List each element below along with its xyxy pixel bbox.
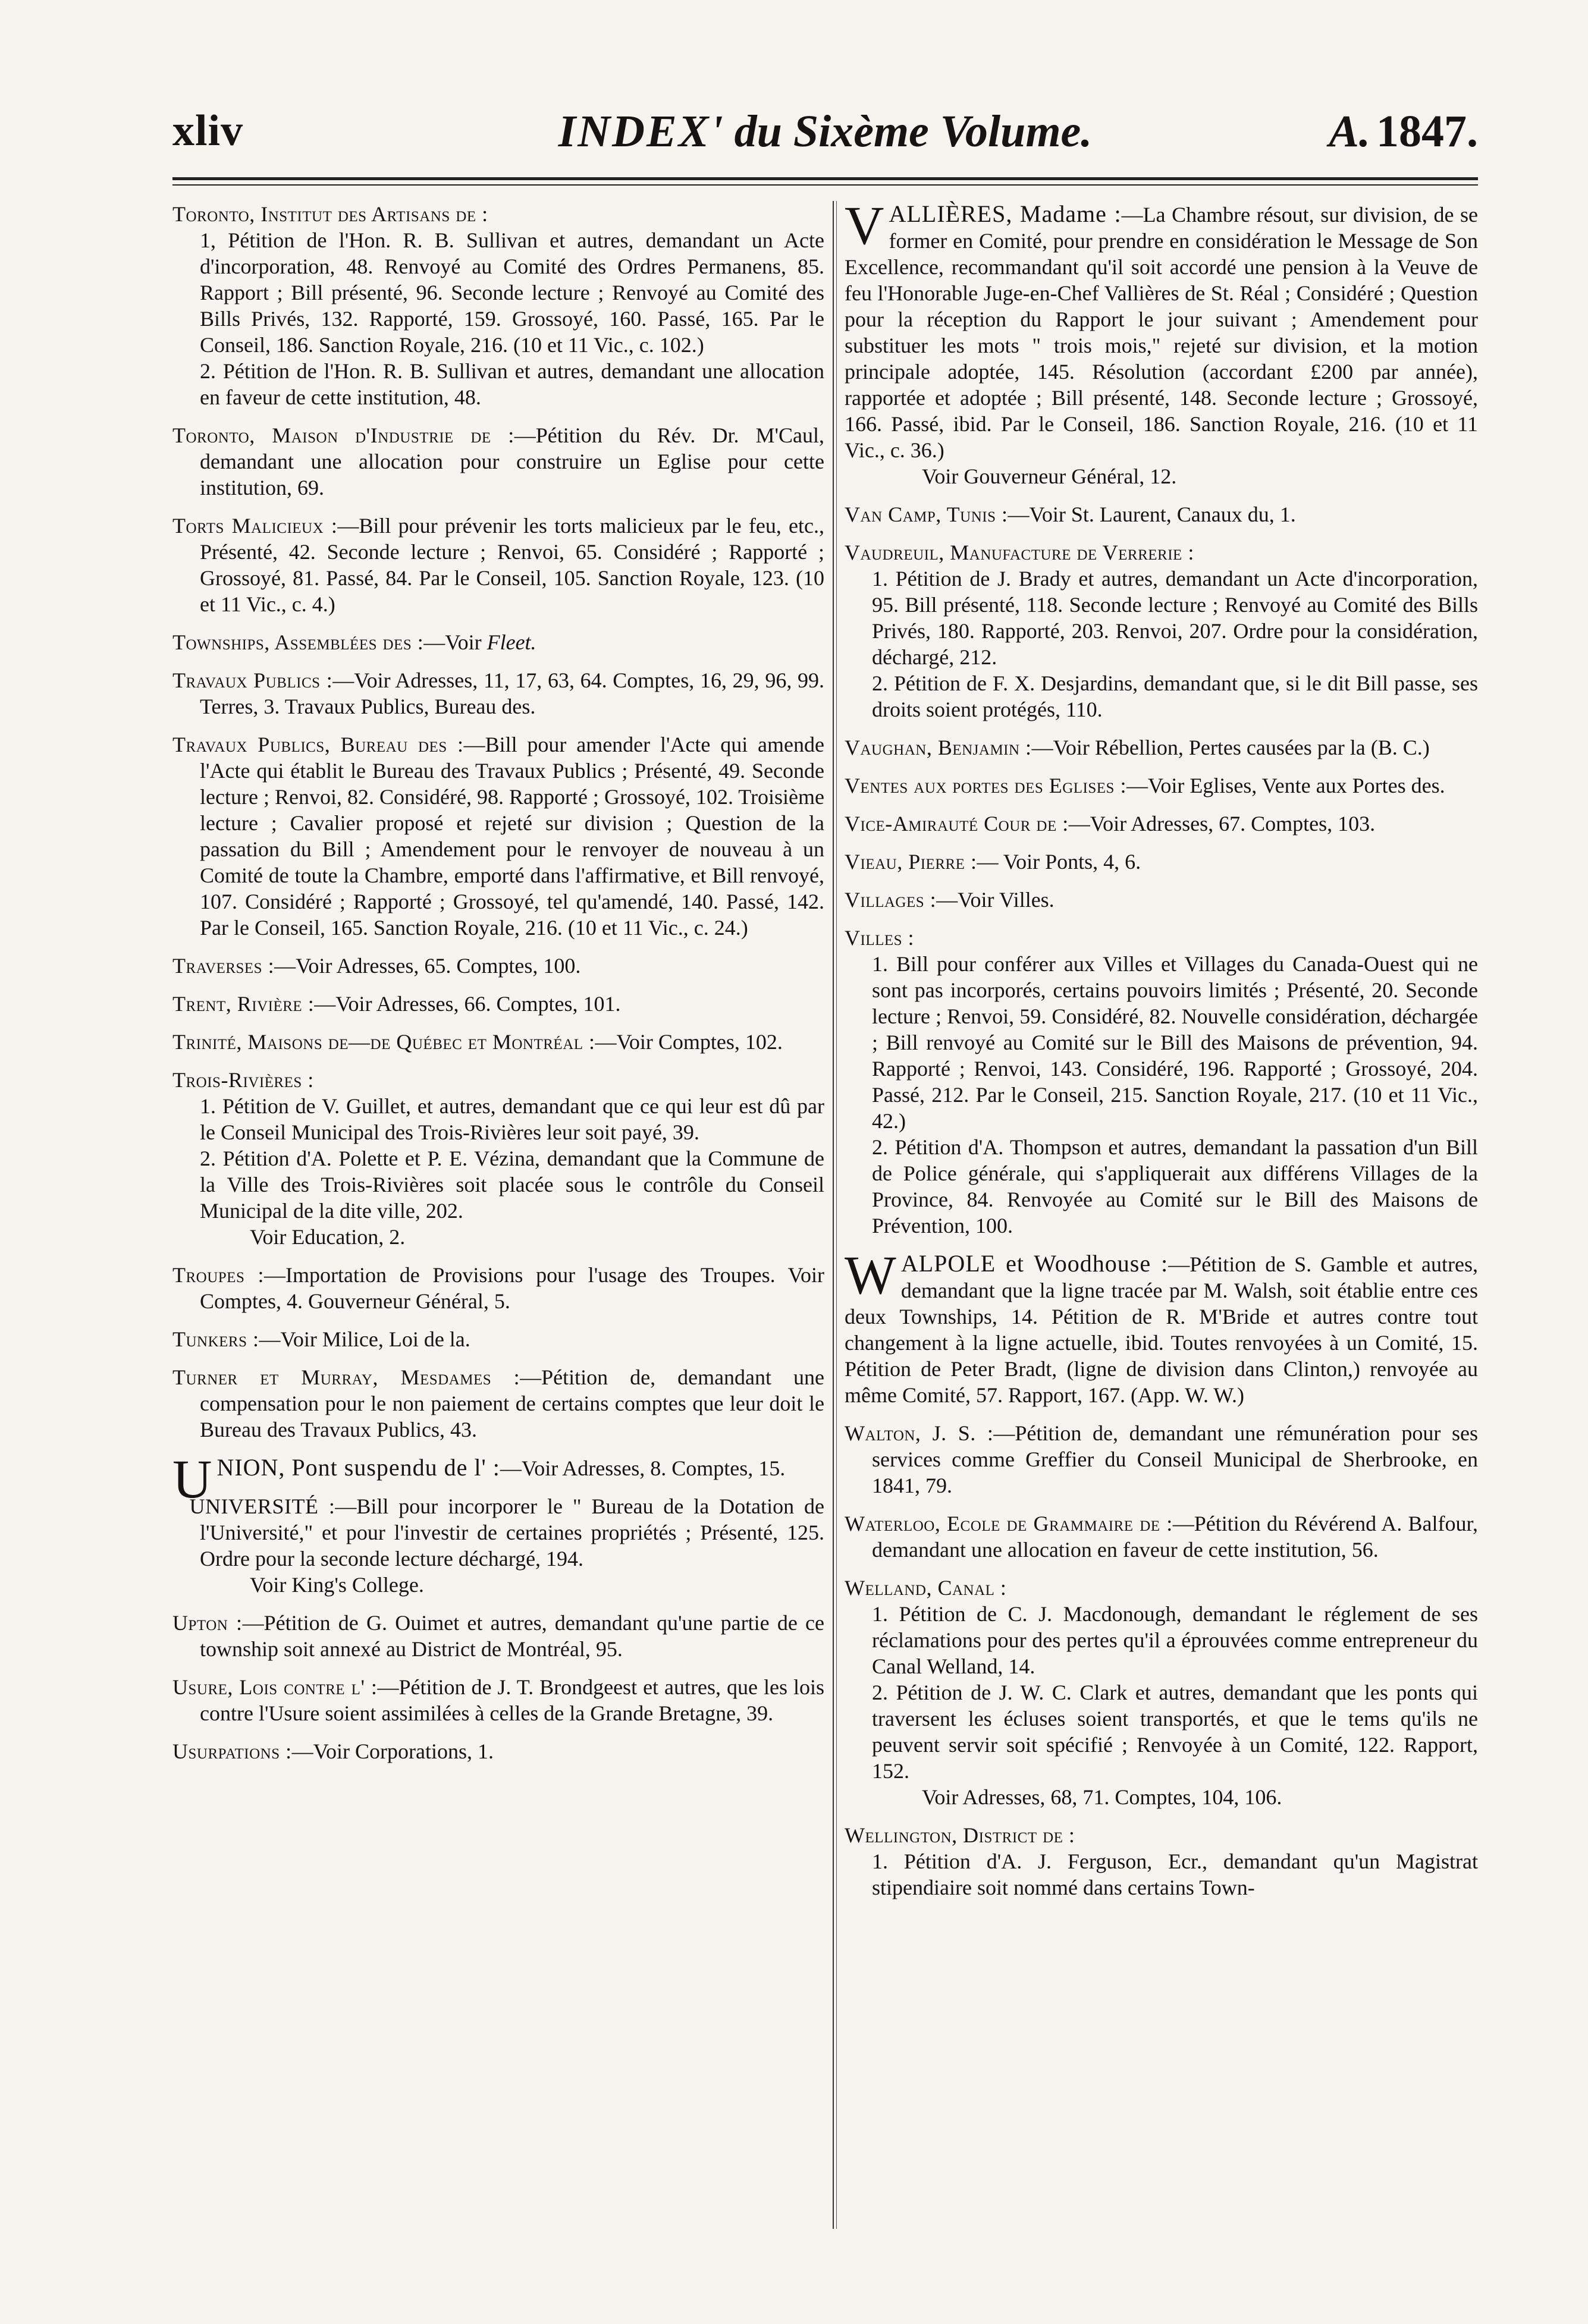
entry-text: —Voir Adresses, 65. Comptes, 100. [274,954,581,978]
entry-line [845,849,1478,875]
entry-line [172,629,824,655]
entry-sub-item: 2. Pétition de l'Hon. R. B. Sullivan et autres, demandant une allocation en faveur de cette institution, 48. [200,359,824,409]
header-rule-thin [172,184,1478,186]
entry-text: —Voir [423,630,487,654]
entry-line [845,1245,1478,1408]
index-entry-travaux-publics [172,667,824,720]
entry-text: —Voir Eglises, Vente aux Portes des. [1126,774,1445,797]
entry-heading: Trois-Rivières : [172,1068,314,1092]
index-entry-waterloo [845,1510,1478,1563]
entry-heading: Welland, Canal : [845,1576,1007,1600]
entry-sub-item: 2. Pétition de J. W. C. Clark et autres, demandant que les ponts qui traversent les écluses soient transportés, et que le tems qu'ils ne peuvent servir soit spécifié ; Renvoyée à un Comité, 122. Rapport, 152. [872,1681,1478,1783]
entry-text: —Pétition de G. Ouimet et autres, demandant qu'une partie de ce township soit annexé au District de Montréal, 95. [200,1611,824,1661]
entry-line [845,195,1478,463]
entry-heading: Toronto, Institut des Artisans de : [172,202,488,226]
entry-line [172,991,824,1017]
page-number: xliv [172,106,244,155]
index-entry-villes [845,925,1478,1239]
index-entry-universite [172,1493,824,1598]
entry-text: —Voir Corporations, 1. [291,1739,494,1763]
entry-line [172,731,824,941]
entry-text: —Bill pour amender l'Acte qui amende l'Acte qui établit le Bureau des Travaux Publics ; Présenté, 49. Seconde lecture ; Renvoi, 82. Considéré, 98. Rapporté ; Grossoyé, 102. Troisième lecture ; Cavalier proposé et rejeté sur division ; Question de la passation du Bill ; Amendement pour le renvoyer de nouveau à un Comité de toute la Chambre, emporté dans l'affirmative, et Bill renvoyé, 107. Considéré ; Rapporté ; Grossoyé, tel qu'amendé, 140. Passé, 142. Par le Conseil, 165. Sanction Royale, 216. (10 et 11 Vic., c. 24.) [200,733,824,940]
entry-heading: Villages : [845,888,937,912]
drop-cap: V [845,195,884,256]
index-entry-trois-rivieres [172,1067,824,1250]
left-column [172,201,824,1776]
entry-line [172,1738,824,1764]
entry-sub-item: 1. Bill pour conférer aux Villes et Villages du Canada-Ouest qui ne sont pas incorporés, certains pouvoirs limités ; Présenté, 20. Seconde lecture ; Renvoi, 59. Considéré, 82. Nouvelle considération, déchargée ; Bill renvoyé au Comité sur le Bill des Maisons de prévention, 94. Rapporté ; Renvoi, 143. Considéré, 196. Rapporté ; Grossoyé, 204. Passé, 212. Par le Conseil, 215. Sanction Royale, 217. (10 et 11 Vic., 42.) [872,952,1478,1133]
entry-heading: Van Camp, Tunis : [845,503,1008,526]
entry-line [172,1067,824,1093]
index-entry-vaudreuil [845,539,1478,723]
entry-line [845,1822,1478,1848]
entry-voir: Voir Gouverneur Général, 12. [922,464,1177,488]
entry-text: —Bill pour incorporer le " Bureau de la Dotation de l'Université," et pour l'investir de certaines propriétés ; Présenté, 125. Ordre pour la seconde lecture déchargé, 194. [200,1494,824,1571]
entry-text: —Voir Adresses, 66. Comptes, 101. [314,992,621,1016]
title-index: INDEX [558,106,711,156]
index-entry-toronto-industrie [172,422,824,501]
title-rest: du Sixème Volume. [734,106,1093,156]
entry-voir: Voir Adresses, 68, 71. Comptes, 104, 106. [922,1785,1282,1809]
index-entry-vaughan [845,734,1478,761]
entry-text: —Voir Villes. [936,888,1055,912]
entry-heading: Walton, J. S. : [845,1421,994,1445]
entry-text: —Importation de Provisions pour l'usage des Troupes. Voir Comptes, 4. Gouverneur Général, 5. [200,1263,824,1313]
entry-text: —Voir Adresses, 8. Comptes, 15. [500,1456,786,1480]
entry-heading: Vieau, Pierre : [845,850,977,874]
drop-cap: U [172,1449,212,1509]
entry-heading: Villes : [845,926,915,950]
index-entry-traverses [172,953,824,979]
entry-text: —Voir Milice, Loi de la. [259,1327,470,1351]
entry-text: —Pétition de, demandant une rémunération pour ses services comme Greffier du Conseil Municipal de Sherbrooke, en 1841, 79. [872,1421,1478,1497]
index-entry-ventes [845,772,1478,799]
entry-line [172,1029,824,1055]
entry-heading: Tunkers : [172,1327,259,1351]
entry-heading: Trent, Rivière : [172,992,315,1016]
entry-heading: Townships, Assemblées des : [172,630,424,654]
entry-heading: UNIVERSITÉ : [189,1494,335,1518]
index-entry-travaux-bureau [172,731,824,941]
index-entry-walpole [845,1245,1478,1408]
entry-sub-item: 1. Pétition de V. Guillet, et autres, demandant que ce qui leur est dû par le Conseil Municipal des Trois-Rivières leur soit payé, 39. [200,1094,824,1144]
column-divider [833,201,834,2229]
index-entry-vallieres [845,195,1478,489]
entry-line [172,1364,824,1443]
entry-voir: Voir Education, 2. [250,1225,406,1249]
entry-sub-item: 2. Pétition d'A. Polette et P. E. Vézina, demandant que la Commune de la Ville des Trois-Rivières soit placée sous le contrôle du Conseil Municipal de la dite ville, 202. [200,1147,824,1223]
entry-text: —Voir Rébellion, Pertes causées par la (B. C.) [1031,736,1430,759]
index-entry-wellington [845,1822,1478,1901]
entry-line [172,1326,824,1352]
entry-line [172,1674,824,1726]
entry-text: —Pétition de S. Gamble et autres, demandant que la ligne tracée par M. Walsh, soit établie entre ces deux Townships, 14. Pétition de R. M'Bride et autres contre tout changement à la ligne actuelle, ibid. Toutes renvoyées à un Comité, 15. Pétition de Peter Bradt, (ligne de division dans Clinton,) renvoyée au même Comité, 57. Rapport, 167. (App. W. W.) [845,1252,1478,1407]
entry-line [845,887,1478,913]
index-entry-trent [172,991,824,1017]
entry-heading: Turner et Murray, Mesdames : [172,1365,520,1389]
entry-sub-item: 1. Pétition d'A. J. Ferguson, Ecr., demandant qu'un Magistrat stipendiaire soit nommé dans certains Town- [872,1849,1478,1899]
entry-heading: Troupes : [172,1263,265,1287]
entry-sub-item: 2. Pétition d'A. Thompson et autres, demandant la passation d'un Bill de Police générale, qui s'appliquerait aux différens Villages de la Province, 84. Renvoyée au Comité sur le Bill des Maisons de Prévention, 100. [872,1135,1478,1238]
entry-text: —Pétition de J. T. Brondgeest et autres, que les lois contre l'Usure soient assimilées à celles de la Grande Bretagne, 39. [200,1675,824,1725]
entry-line [172,1610,824,1662]
entry-line [845,925,1478,951]
entry-heading: ALPOLE et Woodhouse : [900,1250,1169,1277]
entry-text: —Bill pour prévenir les torts malicieux par le feu, etc., Présenté, 42. Seconde lecture ; Renvoi, 65. Considéré ; Rapporté ; Grossoyé, 81. Passé, 84. Par le Conseil, 105. Sanction Royale, 123. (10 et 11 Vic., c. 4.) [200,514,825,616]
entry-heading: Wellington, District de : [845,1823,1075,1847]
entry-heading: ALLIÈRES, Madame : [889,200,1122,227]
entry-sub-item: 1, Pétition de l'Hon. R. B. Sullivan et autres, demandant un Acte d'incorporation, 48. Renvoyé au Comité des Ordres Permanens, 85. Rapport ; Bill présenté, 96. Seconde lecture ; Renvoyé au Comité des Bills Privés, 132. Rapporté, 159. Grossoyé, 160. Passé, 165. Par le Conseil, 186. Sanction Royale, 216. (10 et 11 Vic., c. 102.) [200,228,824,357]
index-entry-walton [845,1420,1478,1499]
entry-line [172,513,824,617]
column-divider-inner [836,201,837,2229]
entry-heading: Traverses : [172,954,275,978]
drop-cap: W [845,1245,896,1305]
entry-heading: Trinité, Maisons de—de Québec et Montréal : [172,1030,595,1054]
entry-heading: Ventes aux portes des Eglises : [845,774,1126,797]
entry-line [845,772,1478,799]
entry-heading: Vaughan, Benjamin : [845,736,1032,759]
entry-heading: Usurpations : [172,1739,292,1763]
entry-text: — Voir Ponts, 4, 6. [977,850,1141,874]
entry-line [172,422,824,501]
entry-text: —Pétition du Rév. Dr. M'Caul, demandant une allocation pour construire un Eglise pour cette institution, 69. [200,423,824,500]
running-header [172,106,1478,171]
entry-sub-item: 1. Pétition de C. J. Macdonough, demandant le réglement de ses réclamations pour des pertes qu'il a éprouvées comme entrepreneur du Canal Welland, 14. [872,1602,1478,1678]
year: A. 1847. [1329,106,1478,156]
year-prefix: A. [1329,106,1370,156]
index-entry-vieau [845,849,1478,875]
entry-line [845,734,1478,761]
index-entry-van-camp [845,501,1478,527]
entry-line [172,953,824,979]
index-entry-turner [172,1364,824,1443]
right-column [845,195,1478,1912]
entry-heading: Travaux Publics, Bureau des : [172,733,464,756]
entry-line [845,1420,1478,1499]
index-entry-usure [172,1674,824,1726]
entry-sub-item: 2. Pétition de F. X. Desjardins, demandant que, si le dit Bill passe, ses droits soient protégés, 110. [872,671,1478,721]
entry-heading: Vaudreuil, Manufacture de Verrerie : [845,541,1194,564]
entry-heading: Usure, Lois contre l' : [172,1675,378,1699]
index-entry-trinite [172,1029,824,1055]
entry-text: —Pétition du Révérend A. Balfour, demandant une allocation en faveur de cette institution, 56. [872,1512,1478,1562]
entry-text: —Voir St. Laurent, Canaux du, 1. [1008,503,1296,526]
index-entry-townships [172,629,824,655]
entry-heading: NION, Pont suspendu de l' : [216,1454,500,1481]
header-rule-thick [172,177,1478,180]
entry-heading: Travaux Publics : [172,668,333,692]
entry-line [845,501,1478,527]
entry-line [172,1493,824,1572]
entry-line [845,539,1478,566]
entry-heading: Upton : [172,1611,243,1635]
index-entry-villages [845,887,1478,913]
entry-heading: Toronto, Maison d'Industrie de : [172,423,514,447]
entry-text: —Voir Comptes, 102. [595,1030,783,1054]
entry-heading: Torts Malicieux : [172,514,338,538]
entry-line [172,667,824,720]
index-entry-vice-amiraute [845,811,1478,837]
index-entry-tunkers [172,1326,824,1352]
entry-line [845,1575,1478,1601]
entry-voir: Fleet. [487,630,536,654]
entry-text: —Voir Adresses, 67. Comptes, 103. [1068,812,1376,836]
entry-sub-item: 1. Pétition de J. Brady et autres, demandant un Acte d'incorporation, 95. Bill présenté, 118. Seconde lecture ; Renvoyé au Comité des Bills Privés, 180. Rapporté, 203. Renvoi, 207. Ordre pour la considération, déchargé, 212. [872,567,1478,669]
index-entry-torts [172,513,824,617]
index-entry-upton [172,1610,824,1662]
index-entry-usurpations [172,1738,824,1764]
index-entry-troupes [172,1262,824,1314]
entry-text: —La Chambre résout, sur division, de se former en Comité, pour prendre en considération le Message de Son Excellence, recommandant qu'il soit accordé une pension à la Veuve de feu l'Honorable Juge-en-Chef Vallières de St. Réal ; Considéré ; Question pour la réception du Rapport le jour suivant ; Amendement pour substituer les mots " trois mois," rejeté sur division, et la motion principale adoptée, 145. Résolution (accordant £200 par année), rapportée et adoptée ; Bill présenté, 148. Seconde lecture ; Grossoyé, 166. Passé, ibid. Par le Conseil, 186. Sanction Royale, 216. (10 et 11 Vic., c. 36.) [845,203,1478,462]
entry-heading: Vice-Amirauté Cour de : [845,812,1069,836]
entry-voir: Voir King's College. [250,1573,424,1597]
entry-text: —Pétition de, demandant une compensation pour le non paiement de certains comptes que leur doit le Bureau des Travaux Publics, 43. [200,1365,825,1441]
index-entry-toronto-artisans [172,201,824,410]
entry-line [172,1262,824,1314]
entry-text: —Voir Adresses, 11, 17, 63, 64. Comptes, 16, 29, 96, 99. Terres, 3. Travaux Publics, Bureau des. [200,668,824,718]
entry-line [845,1510,1478,1563]
entry-line [172,201,824,227]
running-title: INDEX' du Sixème Volume. [558,106,1093,156]
index-entry-welland [845,1575,1478,1810]
entry-heading: Waterloo, Ecole de Grammaire de : [845,1512,1173,1535]
entry-line [845,811,1478,837]
